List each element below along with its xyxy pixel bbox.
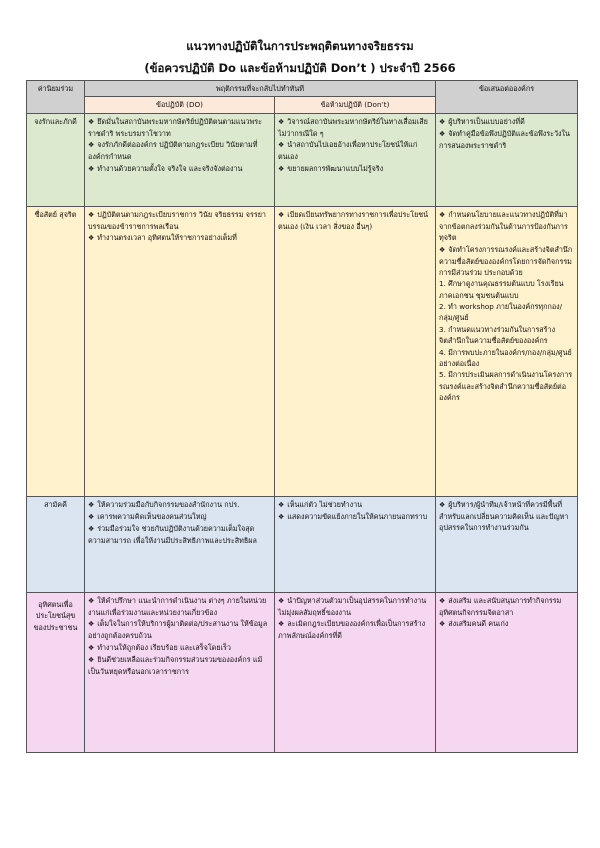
table-row: [27, 496, 578, 592]
bullet-icon: ❖: [88, 596, 95, 605]
bullet-icon: ❖: [278, 512, 285, 521]
category-cell: อุทิศตนเพื่อประโยชน์สุขของประชาชน: [27, 592, 85, 752]
bullet-icon: ❖: [88, 234, 95, 243]
bullet-icon: ❖: [439, 210, 446, 219]
bullet-icon: ❖: [88, 655, 95, 664]
bullet-icon: ❖: [88, 512, 95, 521]
numbered-item: 1. ศึกษาดูงานคุณธรรมต้นแบบ โรงเรียน ภาคเอกชน ชุมชนต้นแบบ: [439, 279, 564, 300]
list-item: ❖ วิจารณ์สถาบันพระมหากษัตริย์ในทางเสื่อมเสียไม่ว่ากรณีใด ๆ: [278, 116, 428, 138]
list-item: ❖ จัดทำคู่มือข้อพึงปฏิบัติและข้อพึงระวังในการสนองพระราชดำริ: [439, 128, 570, 150]
category-cell: สามัคคี: [27, 496, 85, 592]
do-cell: [85, 113, 275, 206]
category-cell: จงรักและภักดี: [27, 113, 85, 206]
dont-cell: [275, 206, 436, 496]
do-cell: [85, 592, 275, 752]
header-value: ค่านิยมร่วม: [27, 81, 85, 114]
bullet-icon: ❖: [88, 620, 95, 629]
list-item: ❖ เต็มใจในการให้บริการผู้มาติดต่อ/ประสานงาน ให้ข้อมูลอย่างถูกต้องครบถ้วน: [88, 619, 268, 641]
header-do: ข้อปฏิบัติ (DO): [85, 97, 275, 113]
bullet-icon: ❖: [88, 164, 95, 173]
list-item: ❖ ทำงานให้ถูกต้อง เรียบร้อย และเสร็จโดยเร็ว: [88, 642, 231, 652]
table-row: [27, 592, 578, 752]
list-item: ❖ แสดงความขัดแย้งภายในให้คนภายนอกทราบ: [278, 511, 428, 521]
list-item: ❖ ผู้บริหาร/ผู้นำทีม/เจ้าหน้าที่ควรมีพื้นที่สำหรับแลกเปลี่ยนความคิดเห็น และปัญหาอุปสรรคในการทำงานร่วมกัน: [439, 499, 569, 533]
header-dont: ข้อห้ามปฏิบัติ (Don’t): [275, 97, 436, 113]
table-row: [27, 113, 578, 206]
bullet-icon: ❖: [88, 210, 95, 219]
list-item: ❖ เห็นแก่ตัว ไม่ช่วยทำงาน: [278, 499, 363, 509]
bullet-icon: ❖: [88, 500, 95, 509]
bullet-icon: ❖: [439, 620, 446, 629]
numbered-item: 4. มีการพบปะภายในองค์กร/กอง/กลุ่ม/ศูนย์ อย่างต่อเนื่อง: [439, 347, 572, 368]
dont-cell: [275, 113, 436, 206]
bullet-icon: ❖: [278, 117, 285, 126]
do-cell: [85, 496, 275, 592]
list-item: ❖ ยึดมั่นในสถาบันพระมหากษัตริย์ปฏิบัติตนตามแนวพระราชดำริ พระบรมราโชวาท: [88, 116, 262, 138]
list-item: ❖ ละเมิดกฎระเบียบขององค์กรเพื่อเป็นการสร้างภาพลักษณ์องค์กรที่ดี: [278, 619, 426, 641]
list-item: ❖ ปฏิบัติตนตามกฎระเบียบราชการ วินัย จริยธรรม จรรยาบรรณของข้าราชการพลเรือน: [88, 209, 266, 231]
header-suggest: ข้อเสนอต่อองค์กร: [436, 81, 578, 114]
bullet-icon: ❖: [278, 164, 285, 173]
document-subtitle: (ข้อควรปฏิบัติ Do และข้อห้ามปฏิบัติ Don’t ) ประจำปี 2566: [144, 61, 456, 75]
dont-cell: [275, 496, 436, 592]
bullet-icon: ❖: [439, 596, 446, 605]
ethics-table: [26, 80, 578, 753]
bullet-icon: ❖: [439, 129, 446, 138]
suggest-cell: [436, 206, 578, 496]
list-item: ❖ ส่งเสริม และสนับสนุนการทำกิจกรรมอุทิศตนกิจกรรมจิตอาสา: [439, 595, 562, 617]
bullet-icon: ❖: [88, 524, 95, 533]
do-cell: [85, 206, 275, 496]
bullet-icon: ❖: [278, 620, 285, 629]
list-item: ❖ ให้คำปรึกษา แนะนำการดำเนินงาน ต่างๆ ภายในหน่วยงานแก่เพื่อร่วมงานและหน่วยงานเกี่ยวข้อง: [88, 595, 267, 617]
bullet-icon: ❖: [439, 500, 446, 509]
bullet-icon: ❖: [278, 500, 285, 509]
list-item: ❖ ยินดีช่วยเหลือและร่วมกิจกรรมส่วนรวมขององค์กร แม้เป็นวันหยุดหรือนอกเวลาราชการ: [88, 654, 263, 676]
category-cell: ซื่อสัตย์ สุจริต: [27, 206, 85, 496]
bullet-icon: ❖: [278, 141, 285, 150]
bullet-icon: ❖: [439, 245, 446, 254]
list-item: ❖ จงรักภักดีต่อองค์กร ปฏิบัติตามกฎระเบียบ วินัยตามที่องค์กรกำหนด: [88, 140, 258, 162]
list-item: ❖ ผู้บริหารเป็นแบบอย่างที่ดี: [439, 116, 525, 126]
bullet-icon: ❖: [278, 596, 285, 605]
list-item: ❖ ขยายผลการพัฒนาแบบไม่รู้จริง: [278, 163, 384, 173]
list-item: ❖ ร่วมมือร่วมใจ ช่วยกันปฏิบัติงานด้วยความเต็มใจสุดความสามารถ เพื่อให้งานมีประสิทธิภาพและประสิทธิผล: [88, 523, 257, 545]
list-item: ❖ กำหนดนโยบายและแนวทางปฏิบัติที่มาจากข้อตกลงร่วมกันในด้านการป้องกันการทุจริต: [439, 209, 568, 243]
bullet-icon: ❖: [88, 117, 95, 126]
dont-cell: [275, 592, 436, 752]
bullet-icon: ❖: [88, 643, 95, 652]
list-item: ❖ นำปัญหาส่วนตัวมาเป็นอุปสรรคในการทำงาน ไม่มุ่งผลสัมฤทธิ์ของงาน: [278, 595, 427, 617]
suggest-cell: [436, 496, 578, 592]
suggest-cell: [436, 592, 578, 752]
header-behavior: พฤติกรรมที่จะกลับไปทำทันที: [85, 81, 436, 97]
numbered-item: 2. ทำ workshop ภายในองค์กรทุกกอง/กลุ่ม/ศูนย์: [439, 302, 563, 323]
numbered-item: 5. มีการประเมินผลการดำเนินงานโครงการรณรงค์และสร้างจิตสำนึกความซื่อสัตย์ต่อองค์กร: [439, 370, 573, 403]
numbered-item: 3. กำหนดแนวทางร่วมกันในการสร้างจิตสำนึกในความซื่อสัตย์ขององค์กร: [439, 324, 556, 346]
list-item: ❖ ส่งเสริมคนดี คนเก่ง: [439, 619, 509, 629]
document-title: แนวทางปฏิบัติในการประพฤติตนทางจริยธรรม: [186, 39, 414, 53]
list-item: ❖ นำสถาบันไปเอยอ้างเพื่อหาประโยชน์ให้แก่ตนเอง: [278, 140, 418, 162]
list-item: ❖ จัดทำโครงการรณรงค์และสร้างจิตสำนึกความซื่อสัตย์ขององค์กรโดยการจัดกิจกรรม การมีส่วนร่วม ประกอบด้วย: [439, 244, 573, 277]
suggest-cell: [436, 113, 578, 206]
bullet-icon: ❖: [278, 210, 285, 219]
list-item: ❖ เบียดเบียนทรัพยากรทางราชการเพื่อประโยชน์ตนเอง (เงิน เวลา สิ่งของ อื่นๆ): [278, 209, 429, 231]
list-item: ❖ ทำงานตรงเวลา อุทิศตนให้ราชการอย่างเต็มที่: [88, 233, 237, 243]
list-item: ❖ ให้ความร่วมมือกับกิจกรรมของสำนักงาน กปร.: [88, 499, 240, 509]
bullet-icon: ❖: [88, 141, 95, 150]
table-row: [27, 206, 578, 496]
bullet-icon: ❖: [439, 117, 446, 126]
list-item: ❖ เคารพความคิดเห็นของคนส่วนใหญ่: [88, 511, 207, 521]
list-item: ❖ ทำงานด้วยความตั้งใจ จริงใจ และจริงจังต่องาน: [88, 163, 243, 173]
